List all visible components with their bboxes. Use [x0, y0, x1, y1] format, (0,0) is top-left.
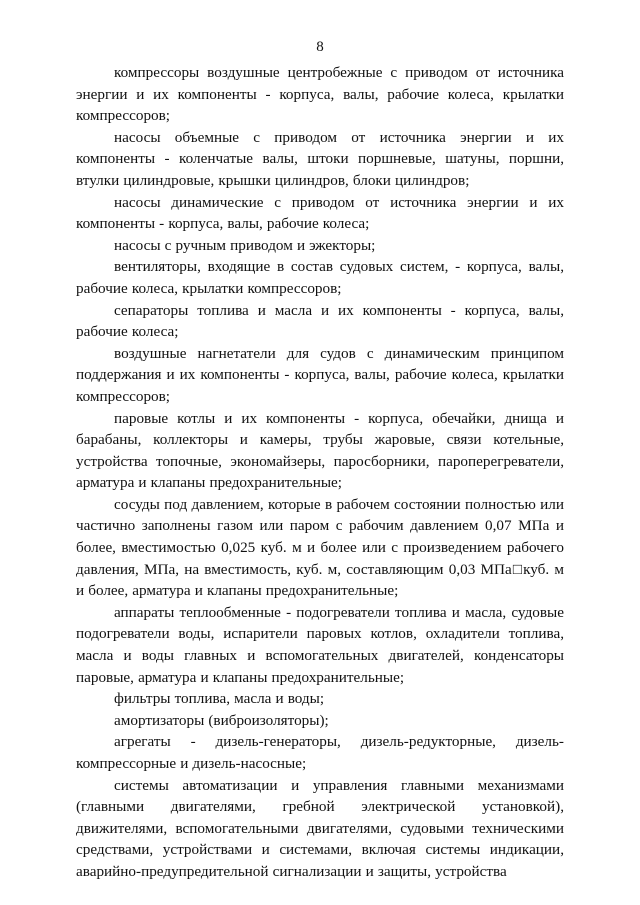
paragraph-diesel-units: агрегаты - дизель-генераторы, дизель-редукторные, дизель-компрессорные и дизель-насосные;: [76, 733, 564, 772]
paragraph-air-blowers: воздушные нагнетатели для судов с динамическим принципом поддержания и их компоненты - корпуса, валы, рабочие колеса, крылатки компрессоров;: [76, 344, 564, 405]
paragraph-fans: вентиляторы, входящие в состав судовых систем, - корпуса, валы, рабочие колеса, крылатки компрессоров;: [76, 258, 564, 297]
paragraph-shock-absorbers: амортизаторы (виброизоляторы);: [114, 711, 329, 729]
body-text: [76, 62, 564, 883]
paragraph-pressure-vessels: сосуды под давлением, которые в рабочем состоянии полностью или частично заполнены газом или паром с рабочим давлением 0,07 МПа и более, вместимостью 0,025 куб. м и более или с произведением рабочего давления, МПа, на вместимость, куб. м, составляющим 0,03 МПа□куб. м и более, арматура и клапаны предохранительные;: [76, 495, 564, 600]
paragraph-heat-exchangers: аппараты теплообменные - подогреватели топлива и масла, судовые подогреватели воды, испарители паровых котлов, охладители топлива, масла и воды главных и вспомогательных двигателей, конденсаторы паровые, арматура и клапаны предохранительные;: [76, 603, 564, 686]
paragraph-dynamic-pumps: насосы динамические с приводом от источника энергии и их компоненты - корпуса, валы, рабочие колеса;: [76, 193, 564, 233]
paragraph-steam-boilers: паровые котлы и их компоненты - корпуса, обечайки, днища и барабаны, коллекторы и камеры, трубы жаровые, связи котельные, устройства топочные, экономайзеры, паросборники, пароперегреватели, арматура и клапаны предохранительные;: [76, 409, 564, 492]
paragraph-separators: сепараторы топлива и масла и их компоненты - корпуса, валы, рабочие колеса;: [76, 301, 564, 341]
paragraph-filters: фильтры топлива, масла и воды;: [114, 690, 325, 708]
paragraph-volumetric-pumps: насосы объемные с приводом от источника энергии и их компоненты - коленчатые валы, штоки поршневые, шатуны, поршни, втулки цилиндровые, крышки цилиндров, блоки цилиндров;: [76, 128, 564, 189]
paragraph-automation-systems: системы автоматизации и управления главными механизмами (главными двигателями, гребной электрической установкой), движителями, вспомогательными двигателями, судовыми техническими средствами, устройствами и системами, включая системы индикации, аварийно-предупредительной сигнализации и защиты, устройства: [76, 776, 564, 880]
paragraph-manual-pumps: насосы с ручным приводом и эжекторы;: [114, 236, 376, 254]
page-number: 8: [316, 39, 324, 55]
paragraph-air-compressors: компрессоры воздушные центробежные с приводом от источника энергии и их компоненты - корпуса, валы, рабочие колеса, крылатки компрессоров;: [76, 64, 564, 125]
